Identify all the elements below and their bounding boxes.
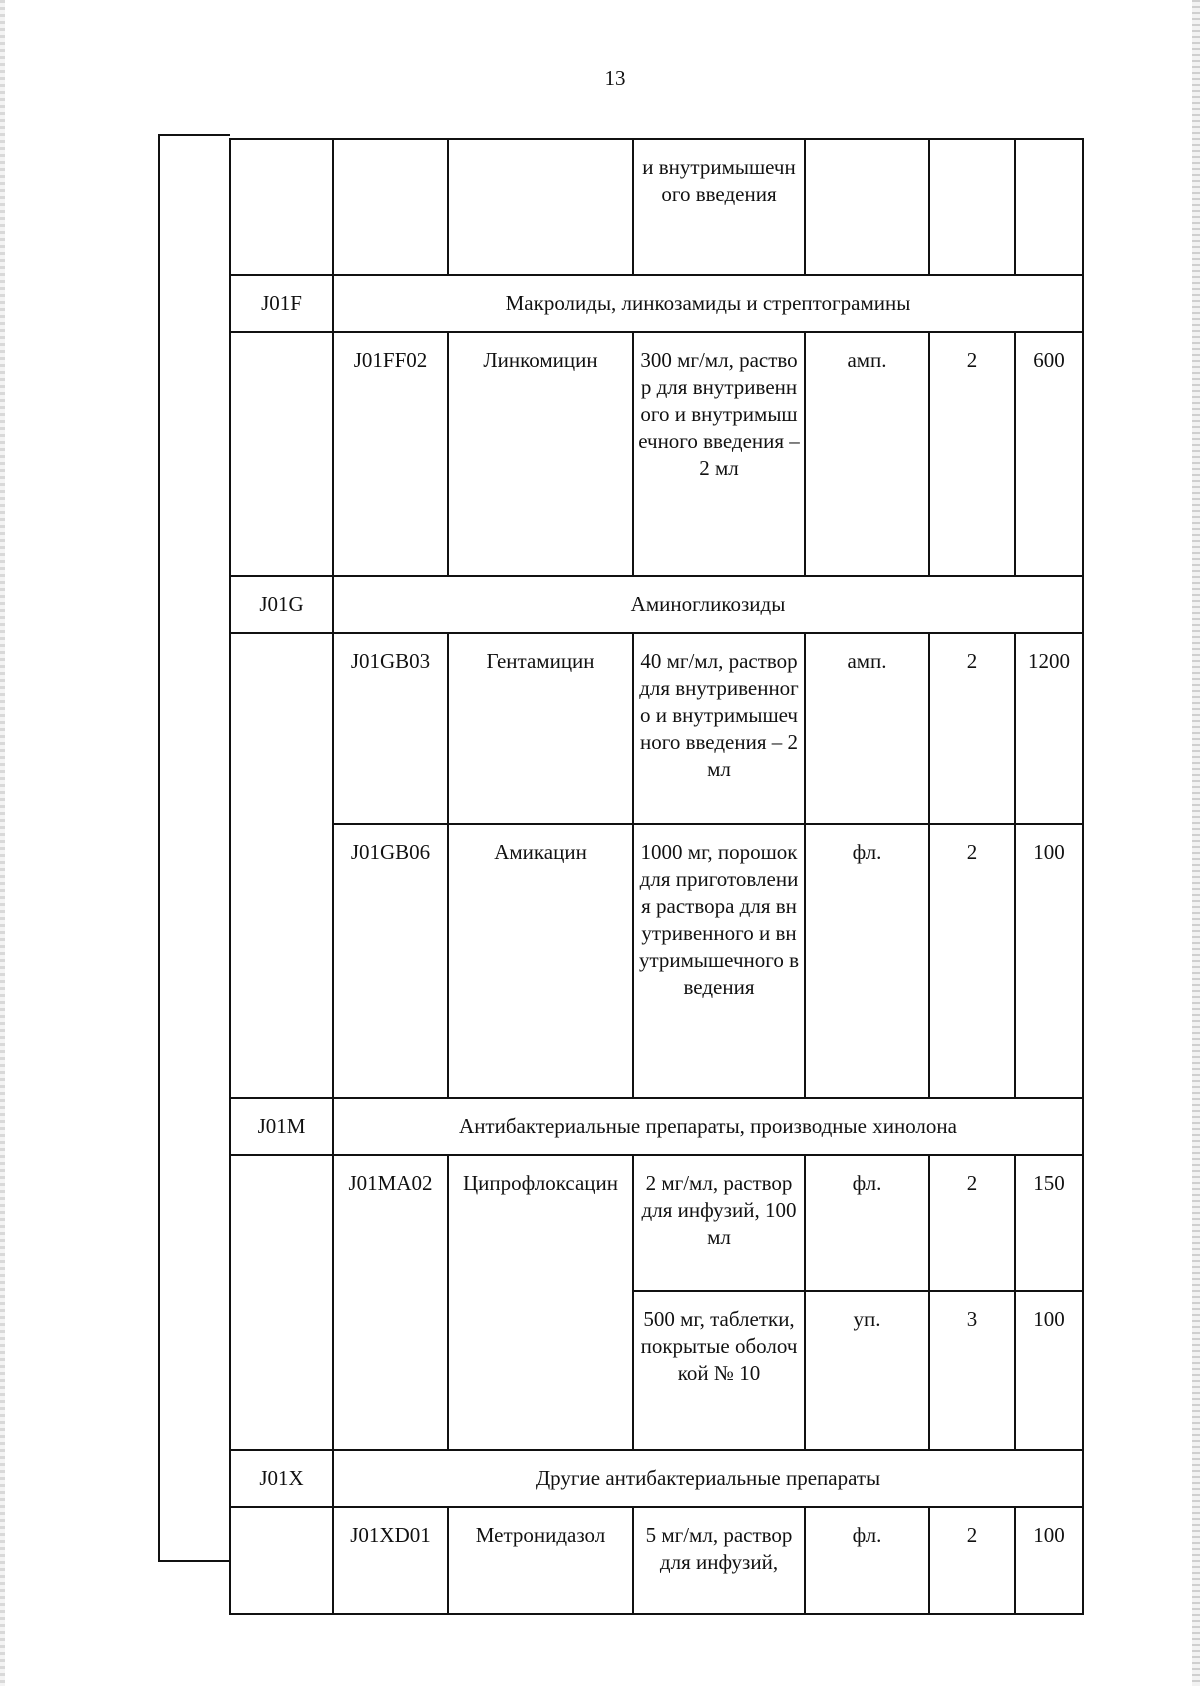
unit-cell	[805, 139, 929, 275]
drug-form: 2 мг/мл, раствор для инфузий, 100 мл	[633, 1155, 805, 1291]
unit: фл.	[805, 1155, 929, 1291]
table-row	[230, 1507, 1083, 1614]
table-row	[230, 1155, 1083, 1291]
quantity: 2	[929, 332, 1015, 576]
group-code-cell	[230, 1155, 333, 1450]
group-row	[230, 1450, 1083, 1507]
scan-edge-left	[0, 0, 5, 1686]
quantity: 3	[929, 1291, 1015, 1450]
table-row	[230, 824, 1083, 1098]
group-name: Антибактериальные препараты, производные хинолона	[333, 1098, 1083, 1155]
unit: амп.	[805, 332, 929, 576]
drug-form: 40 мг/мл, раствор для внутривенного и внутримышечного введения – 2 мл	[633, 633, 805, 824]
group-name: Макролиды, линкозамиды и стрептограмины	[333, 275, 1083, 332]
amount: 100	[1015, 1291, 1083, 1450]
quantity: 2	[929, 1155, 1015, 1291]
atc-code: J01XD01	[333, 1507, 448, 1614]
amount: 150	[1015, 1155, 1083, 1291]
atc-code: J01FF02	[333, 332, 448, 576]
group-code-cell	[230, 332, 333, 576]
outer-frame	[158, 134, 230, 1562]
drug-name: Гентамицин	[448, 633, 633, 824]
drug-name: Амикацин	[448, 824, 633, 1098]
drug-form: 5 мг/мл, раствор для инфузий,	[633, 1507, 805, 1614]
drug-name: Ципрофлоксацин	[448, 1155, 633, 1450]
table-row	[230, 332, 1083, 576]
table-row	[230, 633, 1083, 824]
atc-code: J01GB03	[333, 633, 448, 824]
drug-name: Линкомицин	[448, 332, 633, 576]
atc-code: J01GB06	[333, 824, 448, 1098]
group-code-cell	[230, 1507, 333, 1614]
group-code: J01G	[230, 576, 333, 633]
group-code: J01F	[230, 275, 333, 332]
unit: уп.	[805, 1291, 929, 1450]
drug-table	[229, 138, 1084, 1615]
form-cell: и внутримышечного введения	[633, 139, 805, 275]
group-code: J01M	[230, 1098, 333, 1155]
amount: 1200	[1015, 633, 1083, 824]
atc-code: J01MA02	[333, 1155, 448, 1450]
scan-edge-right	[1192, 0, 1200, 1686]
qty-cell	[929, 139, 1015, 275]
unit: фл.	[805, 1507, 929, 1614]
quantity: 2	[929, 824, 1015, 1098]
unit: фл.	[805, 824, 929, 1098]
amount: 100	[1015, 824, 1083, 1098]
group-code-cell	[230, 139, 333, 275]
name-cell	[448, 139, 633, 275]
quantity: 2	[929, 633, 1015, 824]
group-code: J01X	[230, 1450, 333, 1507]
unit: амп.	[805, 633, 929, 824]
group-code-cell	[230, 633, 333, 1098]
drug-form: 500 мг, таблетки, покрытые оболочкой № 10	[633, 1291, 805, 1450]
code-cell	[333, 139, 448, 275]
group-name: Другие антибактериальные препараты	[333, 1450, 1083, 1507]
page-number: 13	[604, 66, 626, 90]
group-row	[230, 275, 1083, 332]
group-row	[230, 576, 1083, 633]
amount: 600	[1015, 332, 1083, 576]
group-name: Аминогликозиды	[333, 576, 1083, 633]
quantity: 2	[929, 1507, 1015, 1614]
amount-cell	[1015, 139, 1083, 275]
amount: 100	[1015, 1507, 1083, 1614]
drug-name: Метронидазол	[448, 1507, 633, 1614]
drug-form: 1000 мг, порошок для приготовления раствора для внутривенного и внутримышечного введения	[633, 824, 805, 1098]
group-row	[230, 1098, 1083, 1155]
drug-form: 300 мг/мл, раствор для внутривенного и внутримышечного введения – 2 мл	[633, 332, 805, 576]
table-row	[230, 139, 1083, 275]
